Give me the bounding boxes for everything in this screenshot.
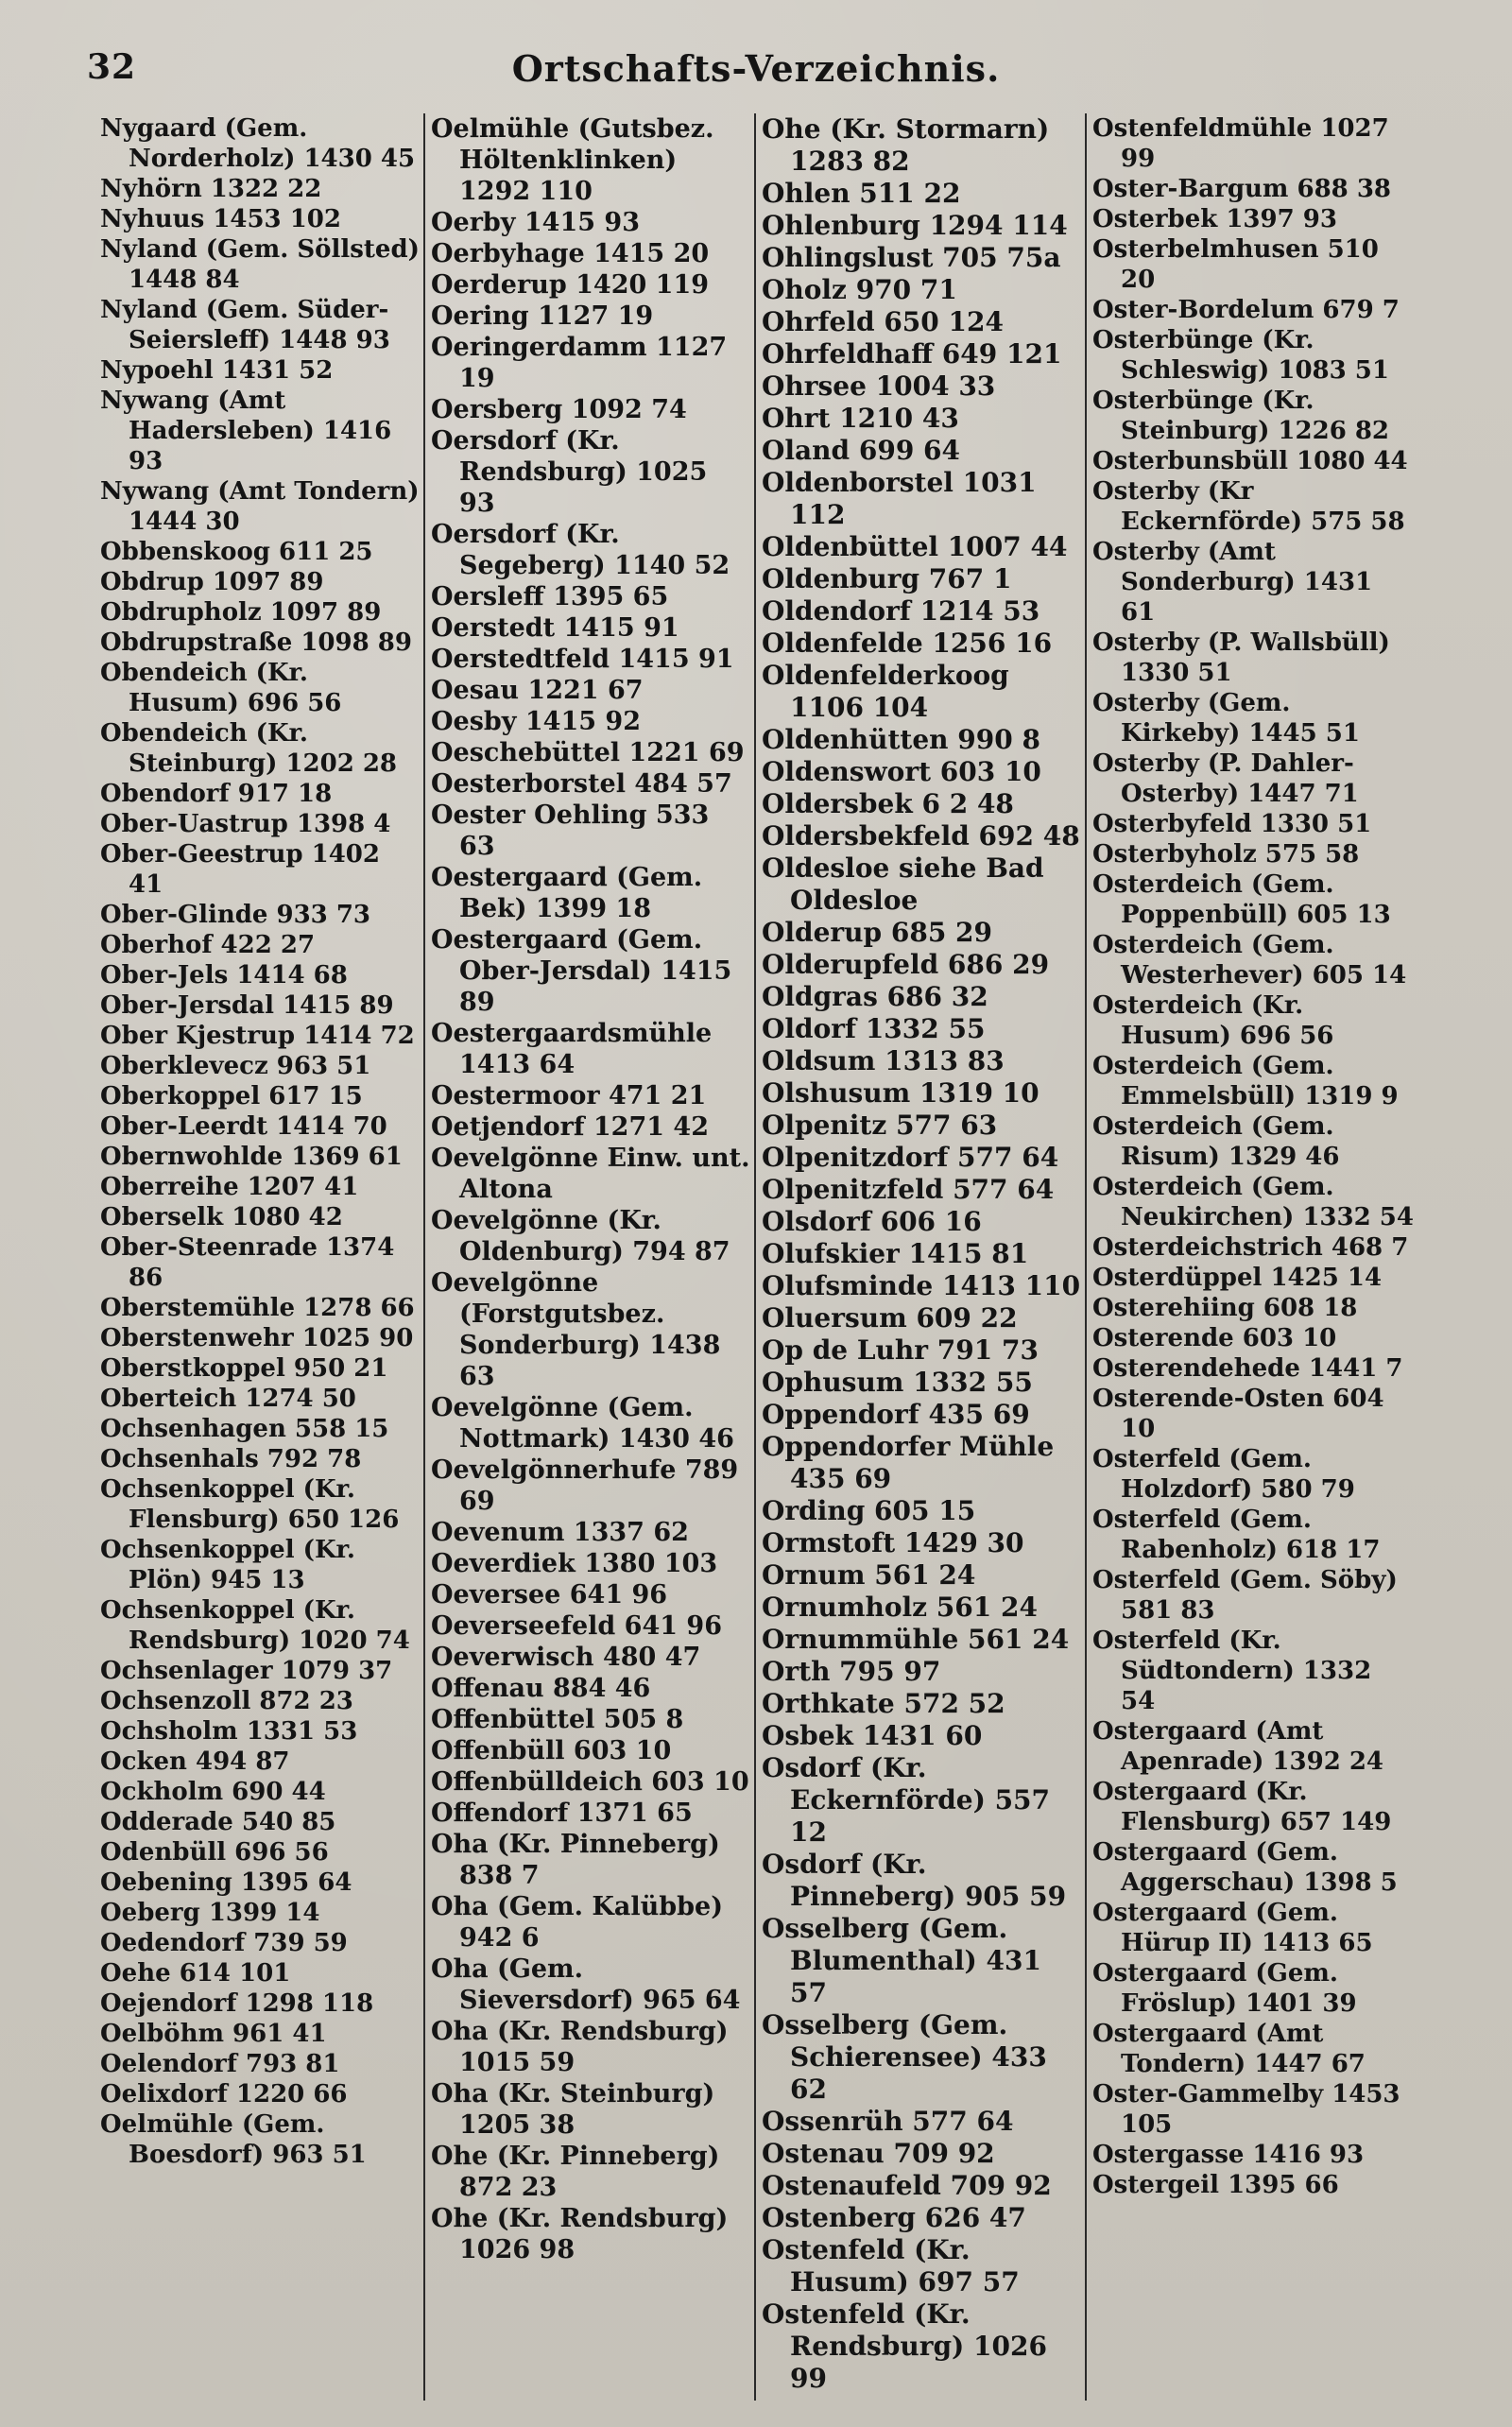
place-entry: Oberteich 1274 50 (100, 1385, 356, 1413)
place-entry: Ochsholm 1331 53 (100, 1717, 358, 1746)
place-entry: Oerstedt 1415 91 (431, 613, 679, 643)
place-entry: Ostenfeld (Kr. Rendsburg) 1026 99 (762, 2298, 1047, 2394)
place-entry: Ohlen 511 22 (762, 178, 961, 209)
column-1 (94, 113, 425, 2401)
place-entry: Oeverwisch 480 47 (431, 1643, 701, 1672)
place-entry: Ochsenlager 1079 37 (100, 1657, 393, 1685)
place-entry: Osterby (Amt Sonderburg) 1431 61 (1092, 538, 1373, 627)
place-entry: Osterby (P. Wallsbüll) 1330 51 (1092, 628, 1390, 687)
place-entry: Oholz 970 71 (762, 274, 957, 305)
place-entry: Ornummühle 561 24 (762, 1624, 1070, 1655)
place-entry: Oetjendorf 1271 42 (431, 1112, 709, 1142)
place-entry: Oluersum 609 22 (762, 1302, 1018, 1334)
column-3 (756, 113, 1087, 2401)
place-entry: Osterfeld (Gem. Söby) 581 83 (1092, 1566, 1398, 1625)
place-entry: Oberstemühle 1278 66 (100, 1294, 415, 1322)
place-entry: Ostenfeldmühle 1027 99 (1092, 114, 1389, 173)
place-entry: Oesby 1415 92 (431, 707, 641, 736)
place-entry: Oppendorf 435 69 (762, 1399, 1030, 1430)
place-entry: Odenbüll 696 56 (100, 1838, 329, 1867)
place-entry: Nyland (Gem. Söllsted) 1448 84 (100, 235, 420, 294)
place-entry: Ostergaard (Gem. Fröslup) 1401 39 (1092, 1959, 1357, 2018)
place-entry: Oster-Bordelum 679 7 (1092, 296, 1400, 324)
place-entry: Osterende 603 10 (1092, 1324, 1337, 1352)
place-entry: Offenau 884 46 (431, 1674, 651, 1703)
place-entry: Osterehiing 608 18 (1092, 1294, 1358, 1322)
place-entry: Ostergaard (Gem. Aggerschau) 1398 5 (1092, 1838, 1398, 1897)
place-entry: Offenbüll 603 10 (431, 1736, 672, 1765)
page-header (0, 42, 1512, 98)
place-entry: Ostergaard (Amt Apenrade) 1392 24 (1092, 1717, 1384, 1776)
place-entry: Oldersbek 6 2 48 (762, 788, 1014, 819)
place-entry: Ostenfeld (Kr. Husum) 697 57 (762, 2234, 1020, 2298)
place-entry: Osdorf (Kr. Eckernförde) 557 12 (762, 1752, 1051, 1848)
place-entry: Ohe (Kr. Rendsburg) 1026 98 (431, 2204, 729, 2264)
place-entry: Offenbülldeich 603 10 (431, 1767, 749, 1797)
place-entry: Oersleff 1395 65 (431, 582, 669, 611)
place-entry: Oersberg 1092 74 (431, 395, 687, 424)
place-entry: Olufskier 1415 81 (762, 1238, 1029, 1269)
column-4 (1087, 113, 1418, 2401)
place-entry: Ording 605 15 (762, 1495, 976, 1526)
place-entry: Oeschebüttel 1221 69 (431, 738, 745, 767)
place-entry: Oldersbekfeld 692 48 (762, 820, 1080, 852)
place-entry: Osterdeich (Gem. Poppenbüll) 605 13 (1092, 870, 1391, 929)
place-entry: Oha (Kr. Rendsburg) 1015 59 (431, 2017, 729, 2077)
place-entry: Ostergaard (Amt Tondern) 1447 67 (1092, 2020, 1366, 2078)
place-entry: Ocken 494 87 (100, 1747, 290, 1776)
place-entry: Oeringerdamm 1127 19 (431, 333, 728, 393)
place-entry: Ohrfeld 650 124 (762, 306, 1004, 337)
place-entry: Ostergasse 1416 93 (1092, 2141, 1365, 2169)
place-entry: Oestermoor 471 21 (431, 1081, 707, 1110)
place-entry: Oha (Kr. Pinneberg) 838 7 (431, 1830, 720, 1890)
place-entry: Obendeich (Kr. Steinburg) 1202 28 (100, 719, 398, 778)
place-entry: Oldorf 1332 55 (762, 1013, 986, 1044)
place-entry: Nyland (Gem. Süder-Seiersleff) 1448 93 (100, 296, 390, 354)
place-entry: Olderupfeld 686 29 (762, 949, 1050, 980)
place-entry: Oerstedtfeld 1415 91 (431, 645, 734, 674)
place-entry: Offenbüttel 505 8 (431, 1705, 684, 1734)
place-entry: Osterbunsbüll 1080 44 (1092, 447, 1408, 475)
place-entry: Oldenburg 767 1 (762, 563, 1012, 594)
place-entry: Osterfeld (Gem. Holzdorf) 580 79 (1092, 1445, 1355, 1504)
place-entry: Osterbelmhusen 510 20 (1092, 235, 1379, 294)
place-entry: Oestergaardsmühle 1413 64 (431, 1019, 713, 1079)
place-entry: Oeberg 1399 14 (100, 1899, 320, 1927)
place-entry: Oha (Kr. Steinburg) 1205 38 (431, 2079, 715, 2140)
place-entry: Oberselk 1080 42 (100, 1203, 343, 1231)
place-entry: Oedendorf 739 59 (100, 1929, 348, 1957)
place-entry: Olderup 685 29 (762, 917, 993, 948)
place-entry: Ober-Leerdt 1414 70 (100, 1112, 387, 1141)
place-entry: Ochsenkoppel (Kr. Flensburg) 650 126 (100, 1475, 400, 1534)
place-entry: Ostenberg 626 47 (762, 2202, 1026, 2233)
place-entry: Oberstenwehr 1025 90 (100, 1324, 414, 1352)
place-entry: Ober-Uastrup 1398 4 (100, 810, 391, 838)
place-entry: Oldenborstel 1031 112 (762, 467, 1037, 530)
place-entry: Oster-Gammelby 1453 105 (1092, 2080, 1400, 2139)
place-entry: Osterdeich (Gem. Emmelsbüll) 1319 9 (1092, 1052, 1399, 1110)
place-entry: Oldenfelde 1256 16 (762, 628, 1053, 659)
place-entry: Ober-Geestrup 1402 41 (100, 840, 380, 899)
place-entry: Op de Luhr 791 73 (762, 1334, 1039, 1366)
place-entry: Oebening 1395 64 (100, 1868, 352, 1897)
place-entry: Osterby (P. Dahler-Osterby) 1447 71 (1092, 749, 1359, 808)
place-entry: Oeverseefeld 641 96 (431, 1611, 723, 1641)
place-entry: Osterdeich (Gem. Neukirchen) 1332 54 (1092, 1173, 1414, 1231)
place-entry: Osselberg (Gem. Schierensee) 433 62 (762, 2009, 1047, 2105)
place-entry: Ochsenkoppel (Kr. Rendsburg) 1020 74 (100, 1596, 410, 1655)
place-entry: Obendeich (Kr. Husum) 696 56 (100, 659, 342, 717)
place-entry: Olpenitzfeld 577 64 (762, 1174, 1055, 1205)
place-entry: Osterfeld (Gem. Rabenholz) 618 17 (1092, 1506, 1381, 1564)
place-entry: Orthkate 572 52 (762, 1688, 1005, 1719)
place-entry: Oldgras 686 32 (762, 981, 988, 1012)
place-entry: Olpenitz 577 63 (762, 1110, 998, 1141)
place-entry: Ornum 561 24 (762, 1559, 976, 1591)
place-entry: Oeverdiek 1380 103 (431, 1549, 718, 1578)
place-entry: Nywang (Amt Hadersleben) 1416 93 (100, 387, 392, 475)
place-entry: Oberhof 422 27 (100, 931, 316, 959)
place-entry: Osterbyfeld 1330 51 (1092, 810, 1372, 838)
place-entry: Ostergaard (Kr. Flensburg) 657 149 (1092, 1778, 1392, 1836)
place-entry: Ophusum 1332 55 (762, 1367, 1033, 1398)
place-entry: Oevelgönne (Forstgutsbez. Sonderburg) 1438 63 (431, 1268, 721, 1391)
running-title: Ortschafts-Verzeichnis. (511, 47, 1001, 90)
place-entry: Ohrsee 1004 33 (762, 370, 996, 402)
place-entry: Ohe (Kr. Pinneberg) 872 23 (431, 2142, 720, 2202)
place-entry: Oelmühle (Gem. Boesdorf) 963 51 (100, 2110, 367, 2169)
place-entry: Nypoehl 1431 52 (100, 356, 334, 385)
place-entry: Oldenhütten 990 8 (762, 724, 1040, 755)
place-entry: Ober Kjestrup 1414 72 (100, 1022, 415, 1050)
place-entry: Ober-Jersdal 1415 89 (100, 991, 394, 1020)
place-entry: Oevelgönne Einw. unt. Altona (431, 1144, 750, 1204)
place-entry: Osterbünge (Kr. Steinburg) 1226 82 (1092, 387, 1390, 445)
place-entry: Osdorf (Kr. Pinneberg) 905 59 (762, 1849, 1067, 1912)
place-entry: Ochsenhals 792 78 (100, 1445, 362, 1473)
place-entry: Obdrupstraße 1098 89 (100, 628, 412, 657)
place-entry: Oppendorfer Mühle 435 69 (762, 1431, 1055, 1494)
place-entry: Oestergaard (Gem. Bek) 1399 18 (431, 863, 703, 923)
place-entry: Ornumholz 561 24 (762, 1592, 1038, 1623)
place-entry: Olufsminde 1413 110 (762, 1270, 1081, 1301)
place-entry: Oelmühle (Gutsbez. Höltenklinken) 1292 110 (431, 114, 714, 206)
place-entry: Osterendehede 1441 7 (1092, 1354, 1403, 1383)
place-entry: Oersdorf (Kr. Segeberg) 1140 52 (431, 520, 730, 580)
place-entry: Osterdeich (Kr. Husum) 696 56 (1092, 991, 1334, 1050)
place-entry: Obdrupholz 1097 89 (100, 598, 382, 627)
place-entry: Osterby (Kr Eckernförde) 575 58 (1092, 477, 1405, 536)
place-entry: Oerbyhage 1415 20 (431, 239, 710, 268)
place-entry: Ochsenkoppel (Kr. Plön) 945 13 (100, 1536, 355, 1594)
place-entry: Ober-Jels 1414 68 (100, 961, 348, 990)
place-entry: Osselberg (Gem. Blumenthal) 431 57 (762, 1913, 1041, 2008)
page-number: 32 (87, 47, 137, 87)
place-entry: Oevelgönnerhufe 789 69 (431, 1455, 739, 1516)
place-entry: Ostenaufeld 709 92 (762, 2170, 1052, 2201)
place-entry: Nyhörn 1322 22 (100, 175, 322, 203)
place-entry: Osterbek 1397 93 (1092, 205, 1337, 233)
place-entry: Obernwohlde 1369 61 (100, 1143, 403, 1171)
place-entry: Ohlingslust 705 75a (762, 242, 1061, 273)
place-entry: Oelixdorf 1220 66 (100, 2080, 348, 2109)
place-entry: Osterdeich (Gem. Risum) 1329 46 (1092, 1112, 1340, 1171)
place-entry: Ober-Steenrade 1374 86 (100, 1233, 395, 1292)
place-entry: Oestergaard (Gem. Ober-Jersdal) 1415 89 (431, 925, 732, 1017)
place-entry: Oersdorf (Kr. Rendsburg) 1025 93 (431, 426, 708, 518)
place-entry: Obendorf 917 18 (100, 780, 333, 808)
place-entry: Oeversee 641 96 (431, 1580, 668, 1609)
place-entry: Oldenbüttel 1007 44 (762, 531, 1068, 562)
place-entry: Osterbyholz 575 58 (1092, 840, 1360, 869)
place-entry: Ormstoft 1429 30 (762, 1527, 1024, 1558)
place-entry: Oerby 1415 93 (431, 208, 641, 237)
place-entry: Ossenrüh 577 64 (762, 2106, 1014, 2137)
place-entry: Ohrfeldhaff 649 121 (762, 338, 1062, 370)
place-entry: Oelendorf 793 81 (100, 2050, 340, 2078)
place-entry: Oldendorf 1214 53 (762, 595, 1040, 627)
place-entry: Osterdeichstrich 468 7 (1092, 1233, 1409, 1262)
place-entry: Oster-Bargum 688 38 (1092, 175, 1391, 203)
place-entry: Osterfeld (Kr. Südtondern) 1332 54 (1092, 1627, 1372, 1715)
place-entry: Osterbünge (Kr. Schleswig) 1083 51 (1092, 326, 1389, 385)
place-entry: Oevenum 1337 62 (431, 1518, 689, 1547)
place-entry: Obbenskoog 611 25 (100, 538, 373, 566)
place-entry: Oering 1127 19 (431, 301, 654, 331)
place-entry: Oha (Gem. Kalübbe) 942 6 (431, 1892, 723, 1953)
place-entry: Oevelgönne (Kr. Oldenburg) 794 87 (431, 1206, 730, 1266)
place-entry: Ostergaard (Gem. Hürup II) 1413 65 (1092, 1899, 1373, 1957)
place-entry: Osterdüppel 1425 14 (1092, 1264, 1383, 1292)
place-entry: Ockholm 690 44 (100, 1778, 326, 1806)
place-entry: Olshusum 1319 10 (762, 1077, 1040, 1109)
place-entry: Oevelgönne (Gem. Nottmark) 1430 46 (431, 1393, 734, 1454)
place-entry: Nygaard (Gem. Norderholz) 1430 45 (100, 114, 416, 173)
directory-columns (94, 113, 1493, 2401)
place-entry: Oha (Gem. Sieversdorf) 965 64 (431, 1954, 741, 2015)
place-entry: Ostergeil 1395 66 (1092, 2171, 1339, 2199)
place-entry: Osbek 1431 60 (762, 1720, 983, 1751)
place-entry: Ochsenhagen 558 15 (100, 1415, 389, 1443)
place-entry: Ohlenburg 1294 114 (762, 210, 1068, 241)
place-entry: Oehe 614 101 (100, 1959, 291, 1988)
place-entry: Olsdorf 606 16 (762, 1206, 982, 1237)
place-entry: Ostenau 709 92 (762, 2138, 995, 2169)
place-entry: Oesterborstel 484 57 (431, 769, 732, 799)
place-entry: Oldesloe siehe Bad Oldesloe (762, 852, 1044, 916)
place-entry: Obdrup 1097 89 (100, 568, 324, 596)
place-entry: Ochsenzoll 872 23 (100, 1687, 353, 1715)
place-entry: Oberkoppel 617 15 (100, 1082, 363, 1110)
place-entry: Oejendorf 1298 118 (100, 1989, 374, 2018)
place-entry: Oberklevecz 963 51 (100, 1052, 371, 1080)
place-entry: Oldenswort 603 10 (762, 756, 1041, 787)
place-entry: Orth 795 97 (762, 1656, 941, 1687)
place-entry: Oland 699 64 (762, 435, 961, 466)
place-entry: Oberreihe 1207 41 (100, 1173, 359, 1201)
place-entry: Osterby (Gem. Kirkeby) 1445 51 (1092, 689, 1360, 748)
place-entry: Oldenfelderkoog 1106 104 (762, 660, 1009, 723)
place-entry: Ober-Glinde 933 73 (100, 901, 370, 929)
place-entry: Nyhuus 1453 102 (100, 205, 341, 233)
place-entry: Oldsum 1313 83 (762, 1045, 1005, 1076)
place-entry: Ohrt 1210 43 (762, 403, 959, 434)
place-entry: Oerderup 1420 119 (431, 270, 710, 300)
place-entry: Offendorf 1371 65 (431, 1799, 693, 1828)
place-entry: Osterende-Osten 604 10 (1092, 1385, 1384, 1443)
place-entry: Oester Oehling 533 63 (431, 800, 710, 861)
place-entry: Oesau 1221 67 (431, 676, 644, 705)
place-entry: Osterdeich (Gem. Westerhever) 605 14 (1092, 931, 1407, 990)
place-entry: Odderade 540 85 (100, 1808, 336, 1836)
place-entry: Olpenitzdorf 577 64 (762, 1142, 1059, 1173)
place-entry: Oberstkoppel 950 21 (100, 1354, 388, 1383)
place-entry: Ohe (Kr. Stormarn) 1283 82 (762, 113, 1050, 177)
place-entry: Oelböhm 961 41 (100, 2020, 327, 2048)
place-entry: Nywang (Amt Tondern) 1444 30 (100, 477, 420, 536)
column-2 (425, 113, 756, 2401)
